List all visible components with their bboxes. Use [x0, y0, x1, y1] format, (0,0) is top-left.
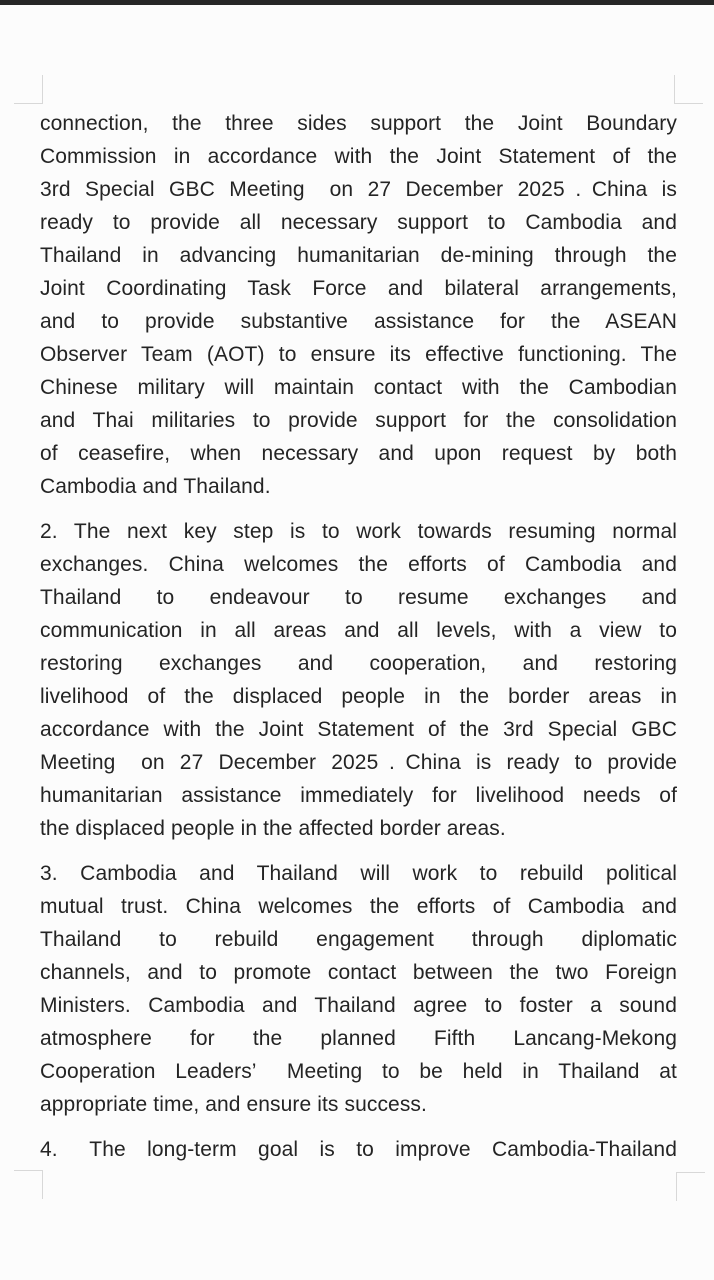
text-line: restoring exchanges and cooperation, and restoring: [40, 652, 677, 675]
text-line: Thailand in advancing humanitarian de-mining through the: [40, 244, 677, 267]
text-line: humanitarian assistance immediately for livelihood needs of: [40, 784, 677, 807]
text-line: accordance with the Joint Statement of the 3rd Special GBC: [40, 718, 677, 741]
text-line: of ceasefire, when necessary and upon request by both: [40, 442, 677, 465]
text-line: 4. The long-term goal is to improve Cambodia-Thailand: [40, 1138, 677, 1161]
page-corner-mark-bottom-right: [676, 1172, 705, 1201]
text-line: Commission in accordance with the Joint Statement of the: [40, 145, 677, 168]
paragraph: [40, 1133, 677, 1166]
paragraph: [40, 857, 677, 1121]
text-line: connection, the three sides support the Joint Boundary: [40, 112, 677, 135]
text-line: Joint Coordinating Task Force and bilateral arrangements,: [40, 277, 677, 300]
text-line: 2. The next key step is to work towards resuming normal: [40, 520, 677, 543]
paragraph: [40, 515, 677, 845]
text-line: Ministers. Cambodia and Thailand agree to foster a sound: [40, 994, 677, 1017]
paragraph: [40, 107, 677, 503]
text-line: atmosphere for the planned Fifth Lancang-Mekong: [40, 1027, 677, 1050]
text-line: Cambodia and Thailand.: [40, 475, 271, 498]
text-line: 3rd Special GBC Meeting on 27 December 2025 . China is: [40, 178, 677, 201]
page-corner-mark-top-left: [14, 75, 43, 104]
text-line: Cooperation Leaders’ Meeting to be held in Thailand at: [40, 1060, 677, 1083]
text-line: Thailand to endeavour to resume exchanges and: [40, 586, 677, 609]
document-page: [40, 107, 677, 1178]
text-line: Thailand to rebuild engagement through diplomatic: [40, 928, 677, 951]
text-line: channels, and to promote contact between the two Foreign: [40, 961, 677, 984]
page-corner-mark-bottom-left: [14, 1170, 43, 1199]
top-edge-bar: [0, 0, 714, 5]
text-line: Chinese military will maintain contact with the Cambodian: [40, 376, 677, 399]
text-line: Meeting on 27 December 2025 . China is ready to provide: [40, 751, 677, 774]
text-line: mutual trust. China welcomes the efforts of Cambodia and: [40, 895, 677, 918]
text-line: and to provide substantive assistance for the ASEAN: [40, 310, 677, 333]
text-line: Observer Team (AOT) to ensure its effective functioning. The: [40, 343, 677, 366]
text-line: communication in all areas and all levels, with a view to: [40, 619, 677, 642]
text-line: ready to provide all necessary support to Cambodia and: [40, 211, 677, 234]
text-line: livelihood of the displaced people in the border areas in: [40, 685, 677, 708]
page-corner-mark-top-right: [674, 75, 703, 104]
text-line: 3. Cambodia and Thailand will work to rebuild political: [40, 862, 677, 885]
text-line: the displaced people in the affected border areas.: [40, 817, 506, 840]
text-line: and Thai militaries to provide support for the consolidation: [40, 409, 677, 432]
text-line: exchanges. China welcomes the efforts of Cambodia and: [40, 553, 677, 576]
text-line: appropriate time, and ensure its success.: [40, 1093, 427, 1116]
